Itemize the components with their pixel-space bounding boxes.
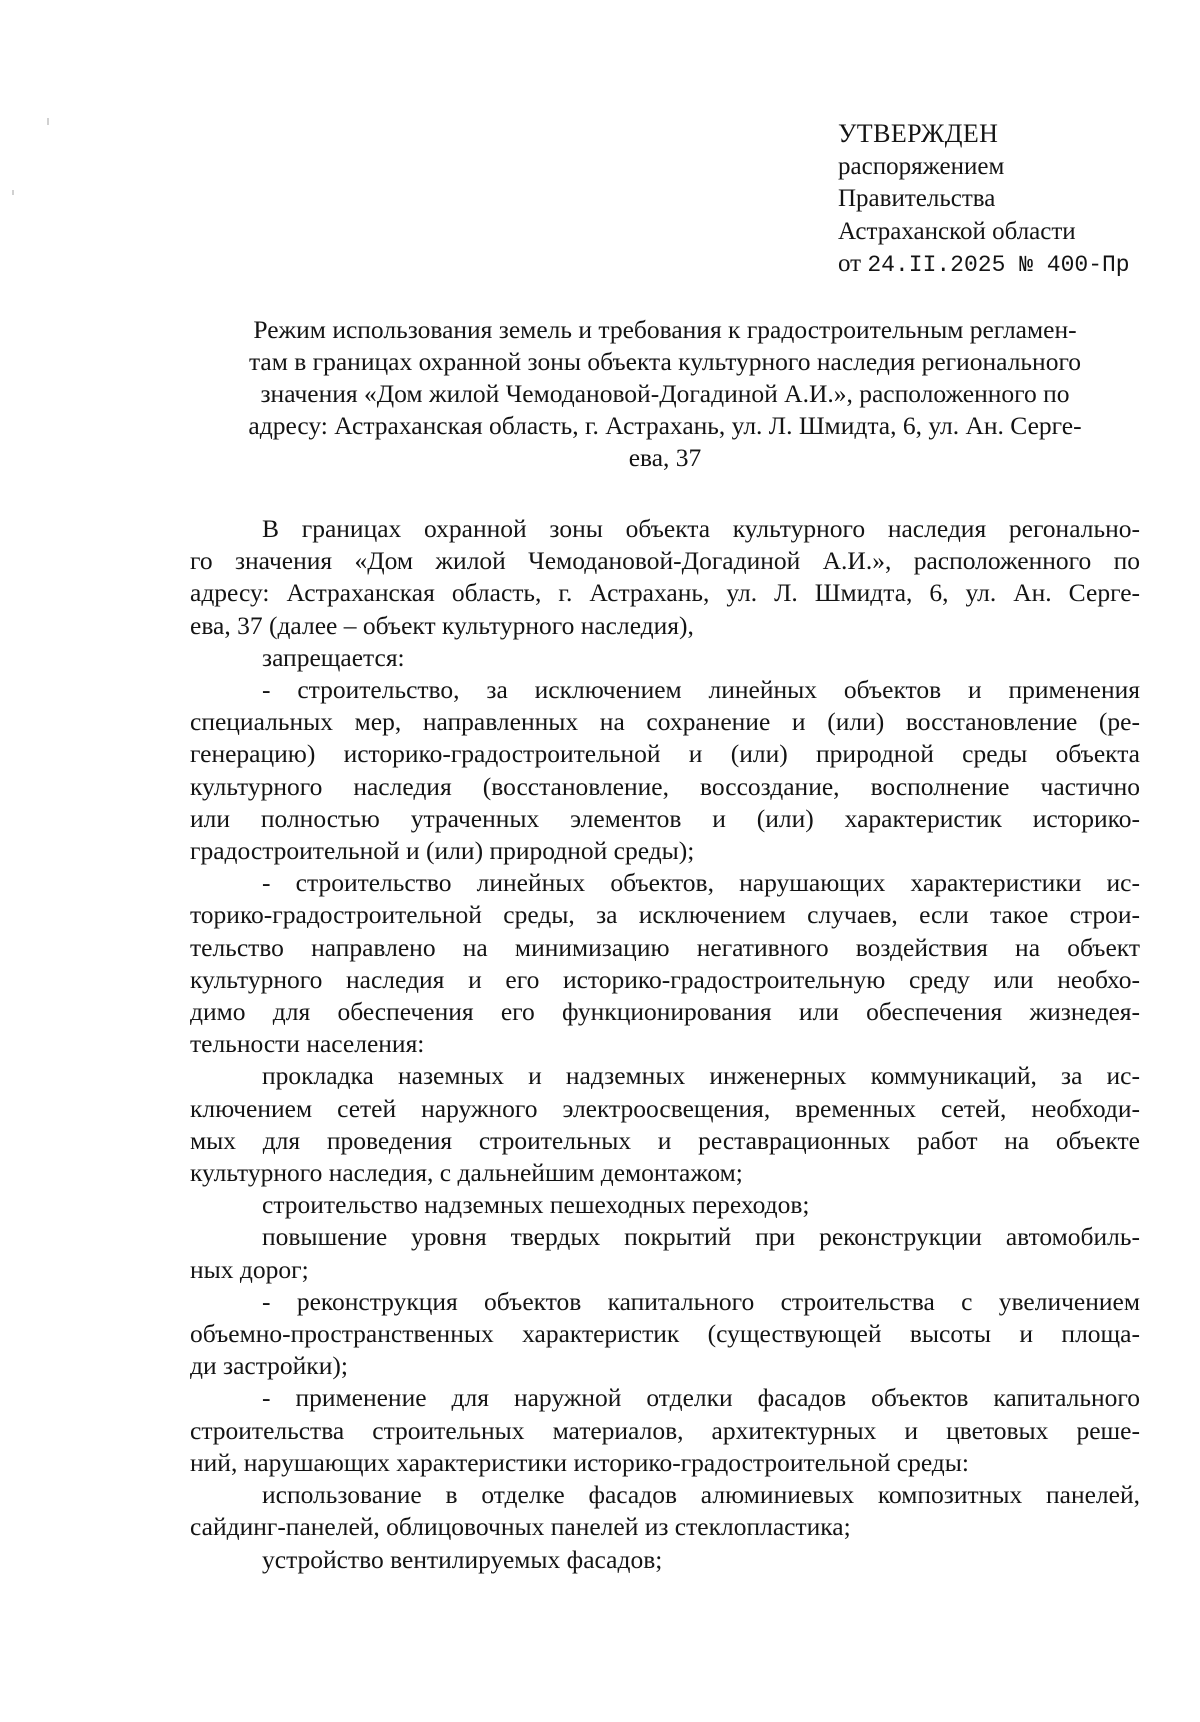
approval-line: Астраханской области: [838, 217, 1076, 245]
body-line: повышение уровня твердых покрытий при реконструкции автомобиль-: [262, 1222, 1140, 1252]
body-line: ключением сетей наружного электроосвещения, временных сетей, необходи-: [190, 1093, 1140, 1123]
body-line: го значения «Дом жилой Чемодановой-Догадиной А.И.», расположенного по: [190, 546, 1140, 576]
title-line: значения «Дом жилой Чемодановой-Догадиной А.И.», расположенного по: [260, 379, 1070, 408]
document-title: [190, 314, 1140, 474]
body-line: тельство направлено на минимизацию негативного воздействия на объект: [190, 932, 1140, 962]
approval-date-line: [838, 248, 1168, 282]
body-line: запрещается:: [262, 642, 405, 672]
body-line: или полностью утраченных элементов и (или) характеристик историко-: [190, 803, 1140, 833]
body-line: ди застройки);: [190, 1351, 348, 1381]
body-line: тельности населения:: [190, 1029, 425, 1059]
body-line: строительства строительных материалов, архитектурных и цветовых реше-: [190, 1415, 1140, 1445]
body-line: - строительство, за исключением линейных объектов и применения: [262, 675, 1140, 705]
approval-line: распоряжением: [838, 152, 1005, 180]
body-line: культурного наследия (восстановление, воссоздание, восполнение частично: [190, 771, 1140, 801]
approval-date-prefix: от: [838, 250, 862, 277]
body-line: димо для обеспечения его функционирования или обеспечения жизнедея-: [190, 997, 1140, 1027]
title-line: адресу: Астраханская область, г. Астрахань, ул. Л. Шмидта, 6, ул. Ан. Серге-: [248, 411, 1082, 440]
body-line: специальных мер, направленных на сохранение и (или) восстановление (ре-: [190, 707, 1140, 737]
body-line: градостроительной и (или) природной среды);: [190, 836, 695, 866]
body-line: мых для проведения строительных и реставрационных работ на объекте: [190, 1125, 1140, 1155]
title-line: ева, 37: [628, 443, 702, 472]
body-line: ных дорог;: [190, 1254, 309, 1284]
approval-line: Правительства: [838, 185, 996, 212]
approval-block: [838, 118, 1168, 282]
body-line: культурного наследия и его историко-градостроительную среду или необхо-: [190, 964, 1140, 994]
body-line: адресу: Астраханская область, г. Астрахань, ул. Л. Шмидта, 6, ул. Ан. Серге-: [190, 578, 1140, 608]
body-line: - применение для наружной отделки фасадов объектов капитального: [262, 1383, 1140, 1413]
approval-date-number: 24.II.2025 № 400-Пр: [867, 252, 1130, 278]
scan-mark: [12, 190, 14, 195]
body-line: торико-градостроительной среды, за исключением случаев, если такое строи-: [190, 900, 1140, 930]
body-line: В границах охранной зоны объекта культурного наследия регонально-: [262, 514, 1140, 543]
body-line: - строительство линейных объектов, нарушающих характеристики ис-: [262, 868, 1140, 898]
body-line: сайдинг-панелей, облицовочных панелей из стеклопластика;: [190, 1512, 851, 1542]
body-line: ний, нарушающих характеристики историко-градостроительной среды:: [190, 1447, 969, 1477]
body-line: объемно-пространственных характеристик (существующей высоты и площа-: [190, 1319, 1140, 1349]
body-line: культурного наследия, с дальнейшим демонтажом;: [190, 1158, 743, 1188]
body-line: строительство надземных пешеходных переходов;: [262, 1190, 810, 1220]
document-body: [190, 513, 1140, 1576]
body-line: ева, 37 (далее – объект культурного наследия),: [190, 610, 694, 640]
body-line: прокладка наземных и надземных инженерных коммуникаций, за ис-: [262, 1061, 1140, 1091]
title-line: там в границах охранной зоны объекта культурного наследия регионального: [248, 347, 1082, 376]
approval-heading: УТВЕРЖДЕН: [838, 119, 999, 148]
body-line: использование в отделке фасадов алюминиевых композитных панелей,: [262, 1480, 1140, 1510]
scan-mark: [47, 118, 49, 125]
body-line: - реконструкция объектов капитального строительства с увеличением: [262, 1286, 1140, 1316]
title-line: Режим использования земель и требования к градостроительным регламен-: [253, 315, 1077, 344]
body-line: устройство вентилируемых фасадов;: [262, 1544, 663, 1574]
body-line: генерацию) историко-градостроительной и (или) природной среды объекта: [190, 739, 1140, 769]
